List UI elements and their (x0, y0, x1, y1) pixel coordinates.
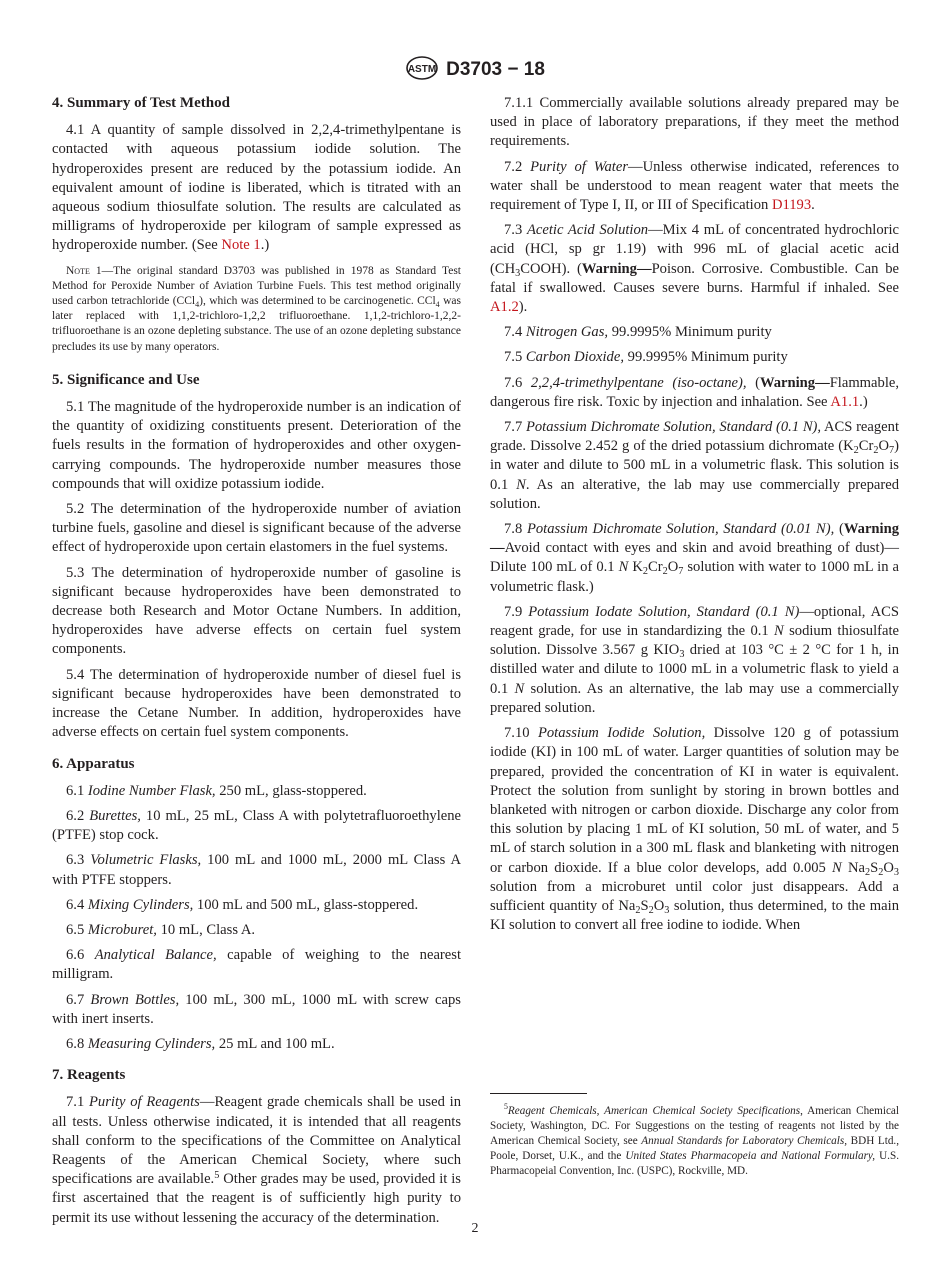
page-header (0, 56, 950, 86)
footnote-divider (490, 1093, 587, 1094)
paragraph-7-10: 7.10 Potassium Iodide Solution, Dissolve 120 g of potassium iodide (KI) in 100 mL of water. Larger quantities of solution may be prepared, provided the concentration of KI in water is equivalent. Protect the solution from sunlight by storing in brown bottles and blanketed with nitrogen or carbon dioxide. Discharge any color from this solution by placing 1 mL of KI solution, 50 mL of water, and 5 mL of starch solution in a 300 mL flask and blanketing with nitrogen or carbon dioxide. If a blue color develops, add 0.005 N $Na_2S_2O_3$ solution from a microburet until color just disappears. Add a sufficient quantity of $Na_2S_2O_3$ solution, thus determined, to the main KI solution to convert all free iodine to iodide. When (490, 725, 899, 934)
paragraph-6-4: 6.4 Mixing Cylinders, 100 mL and 500 mL, glass-stoppered. (66, 896, 419, 913)
paragraph-6-1: 6.1 Iodine Number Flask, 250 mL, glass-stoppered. (66, 782, 367, 799)
a1-1-link[interactable]: A1.1 (830, 393, 860, 410)
section-heading: 4. Summary of Test Method (52, 95, 230, 111)
paragraph-6-2: 6.2 Burettes, 10 mL, 25 mL, Class A with polytetrafluoroethylene (PTFE) stop cock. (52, 807, 462, 844)
paragraph-7-3: 7.3 Acetic Acid Solution—Mix 4 mL of concentrated hydrochloric acid (HCl, sp gr 1.19) with 996 mL of glacial acetic acid $(CH_3COOH)$. (Warning—Poison. Corrosive. Combustible. Can be fatal if swallowed. Causes severe burns. Harmful if inhaled. See A1.2). (490, 222, 900, 316)
paragraph-7-1: 7.1 Purity of Reagents—Reagent grade chemicals shall be used in all tests. Unless otherwise indicated, it is intended that all reagents shall conform to the specifications of the Committee on Analytical Reagents of the American Chemical Society, where such specifications are available.$^5$ Other grades may be used, provided it is first ascertained that the reagent is of sufficiently high purity to permit its use without lessening the accuracy of the determination. (52, 1094, 461, 1226)
paragraph-6-5: 6.5 Microburet, 10 mL, Class A. (66, 921, 256, 938)
paragraph-5-4: 5.4 The determination of hydroperoxide number of diesel fuel is significant because hydroperoxides have been demonstrated to increase the Cetane Number. In addition, hydroperoxides have adverse effects on certain fuel system components. (52, 666, 461, 741)
right-column (490, 94, 899, 941)
section-heading: 7. Reagents (52, 1067, 126, 1084)
paragraph-6-6: 6.6 Analytical Balance, capable of weighing to the nearest milligram. (52, 947, 462, 983)
paragraph-6-8: 6.8 Measuring Cylinders, 25 mL and 100 mL. (66, 1035, 335, 1052)
svg-text:ASTM: ASTM (407, 64, 437, 75)
footnote-5: $^5$Reagent Chemicals, American Chemical Society Specifications, American Chemical Society, Washington, DC. For Suggestions on the testing of reagents not listed by the American Chemical Society, see Annual Standards for Laboratory Chemicals, BDH Ltd., Poole, Dorset, U.K., and the United States Pharmacopeia and National Formulary, U.S. Pharmacopeial Convention, Inc. (USPC), Rockville, MD. (490, 1102, 899, 1177)
paragraph-7-8: 7.8 Potassium Dichromate Solution, Standard (0.01 N), (Warning—Avoid contact with eyes and skin and avoid breathing of dust)—Dilute 100 mL of 0.1 N $K_2Cr_2O_7$ solution with water to 1000 mL in a volumetric flask.) (490, 521, 900, 595)
note-1-link[interactable]: Note 1 (221, 237, 261, 254)
paragraph-7-2: 7.2 Purity of Water—Unless otherwise indicated, references to water shall be understood to mean reagent water that meets the requirement of Type I, II, or III of Specification D1193. (490, 158, 900, 214)
astm-logo-icon (405, 56, 439, 86)
paragraph-7-1-1: 7.1.1 Commercially available solutions already prepared may be used in place of laboratory preparations, if they meet the method requirements. (490, 95, 899, 150)
paragraph-5-3: 5.3 The determination of hydroperoxide number of gasoline is significant because hydroperoxides have been demonstrated to decrease both Research and Motor Octane Numbers. In addition, hydroperoxides have adverse effects on certain fuel system components. (52, 564, 461, 658)
paragraph-4-1: 4.1 A quantity of sample dissolved in 2,2,4-trimethylpentane is contacted with aqueous potassium iodide solution. The hydroperoxides present are reduced by the potassium iodide. An equivalent amount of iodine is liberated, which is titrated with an aqueous sodium thiosulfate solution. The results are calculated as milligrams of hydroperoxide per kilogram of sample expressed as hydroperoxide number. (See Note 1.) (52, 122, 461, 254)
paragraph-7-6: 7.6 2,2,4-trimethylpentane (iso-octane), (Warning—Flammable, dangerous fire risk. Toxic by injection and inhalation. See A1.1.) (490, 374, 899, 410)
paragraph-5-1: 5.1 The magnitude of the hydroperoxide number is an indication of the quantity of oxidizing constituents present. Deterioration of the fuels results in the formation of hydroperoxides and other oxygen-carrying compounds. The hydroperoxide number measures those compounds that will oxidize potassium iodide. (52, 399, 461, 492)
a1-2-link[interactable]: A1.2 (490, 299, 519, 316)
paragraph-6-7: 6.7 Brown Bottles, 100 mL, 300 mL, 1000 mL with screw caps with inert inserts. (52, 991, 461, 1027)
paragraph-7-5: 7.5 Carbon Dioxide, 99.9995% Minimum purity (504, 349, 788, 366)
note-1: Note 1—The original standard D3703 was published in 1978 as Standard Test Method for Peroxide Number of Aviation Turbine Fuels. This test method originally used carbon tetrachloride (CCl$_4$), which was determined to be carcinogenetic. CCl$_4$ was later replaced with 1,1,2-trichloro-1,2,2 trifluoroethane. 1,1,2-trichloro-1,2,2-trifluoroethane is an ozone depleting substance. The use of an ozone depleting substance precludes its use by many operators. (52, 264, 461, 353)
left-column (52, 94, 461, 1234)
footnote-5-ref: 5 (214, 1170, 220, 1182)
paragraph-7-9: 7.9 Potassium Iodate Solution, Standard (0.1 N)—optional, ACS reagent grade, for use in standardizing the 0.1 N sodium thiosulfate solution. Dissolve 3.567 g $KIO_3$ dried at 103 °C ± 2 °C for 1 h, in distilled water and dilute to 1000 mL in a volumetric flask to yield a 0.1 N solution. As an alternative, the lab may use a commercially prepared solution. (490, 603, 899, 716)
section-heading: 5. Significance and Use (52, 371, 200, 388)
section-heading: 6. Apparatus (52, 755, 135, 772)
d1193-link[interactable]: D1193 (771, 197, 812, 214)
paragraph-5-2: 5.2 The determination of the hydroperoxide number of aviation turbine fuels, gasoline and diesel is significant because of the adverse effect of hydroperoxide upon certain elastomers in the fuel systems. (52, 501, 461, 556)
paragraph-7-7: 7.7 Potassium Dichromate Solution, Standard (0.1 N), ACS reagent grade. Dissolve 2.452 g of the dried potassium dichromate $(K_2Cr_2O_7)$ in water and dilute to 500 mL in a volumetric flask. This solution is 0.1 N. As an alterative, the lab may use commercially prepared solution. (490, 419, 900, 512)
paragraph-7-4: 7.4 Nitrogen Gas, 99.9995% Minimum purity (504, 324, 772, 341)
page-number: 2 (471, 1221, 479, 1236)
paragraph-6-3: 6.3 Volumetric Flasks, 100 mL and 1000 mL, 2000 mL Class A with PTFE stoppers. (52, 852, 461, 888)
standard-designation: D3703 − 18 (446, 59, 545, 80)
